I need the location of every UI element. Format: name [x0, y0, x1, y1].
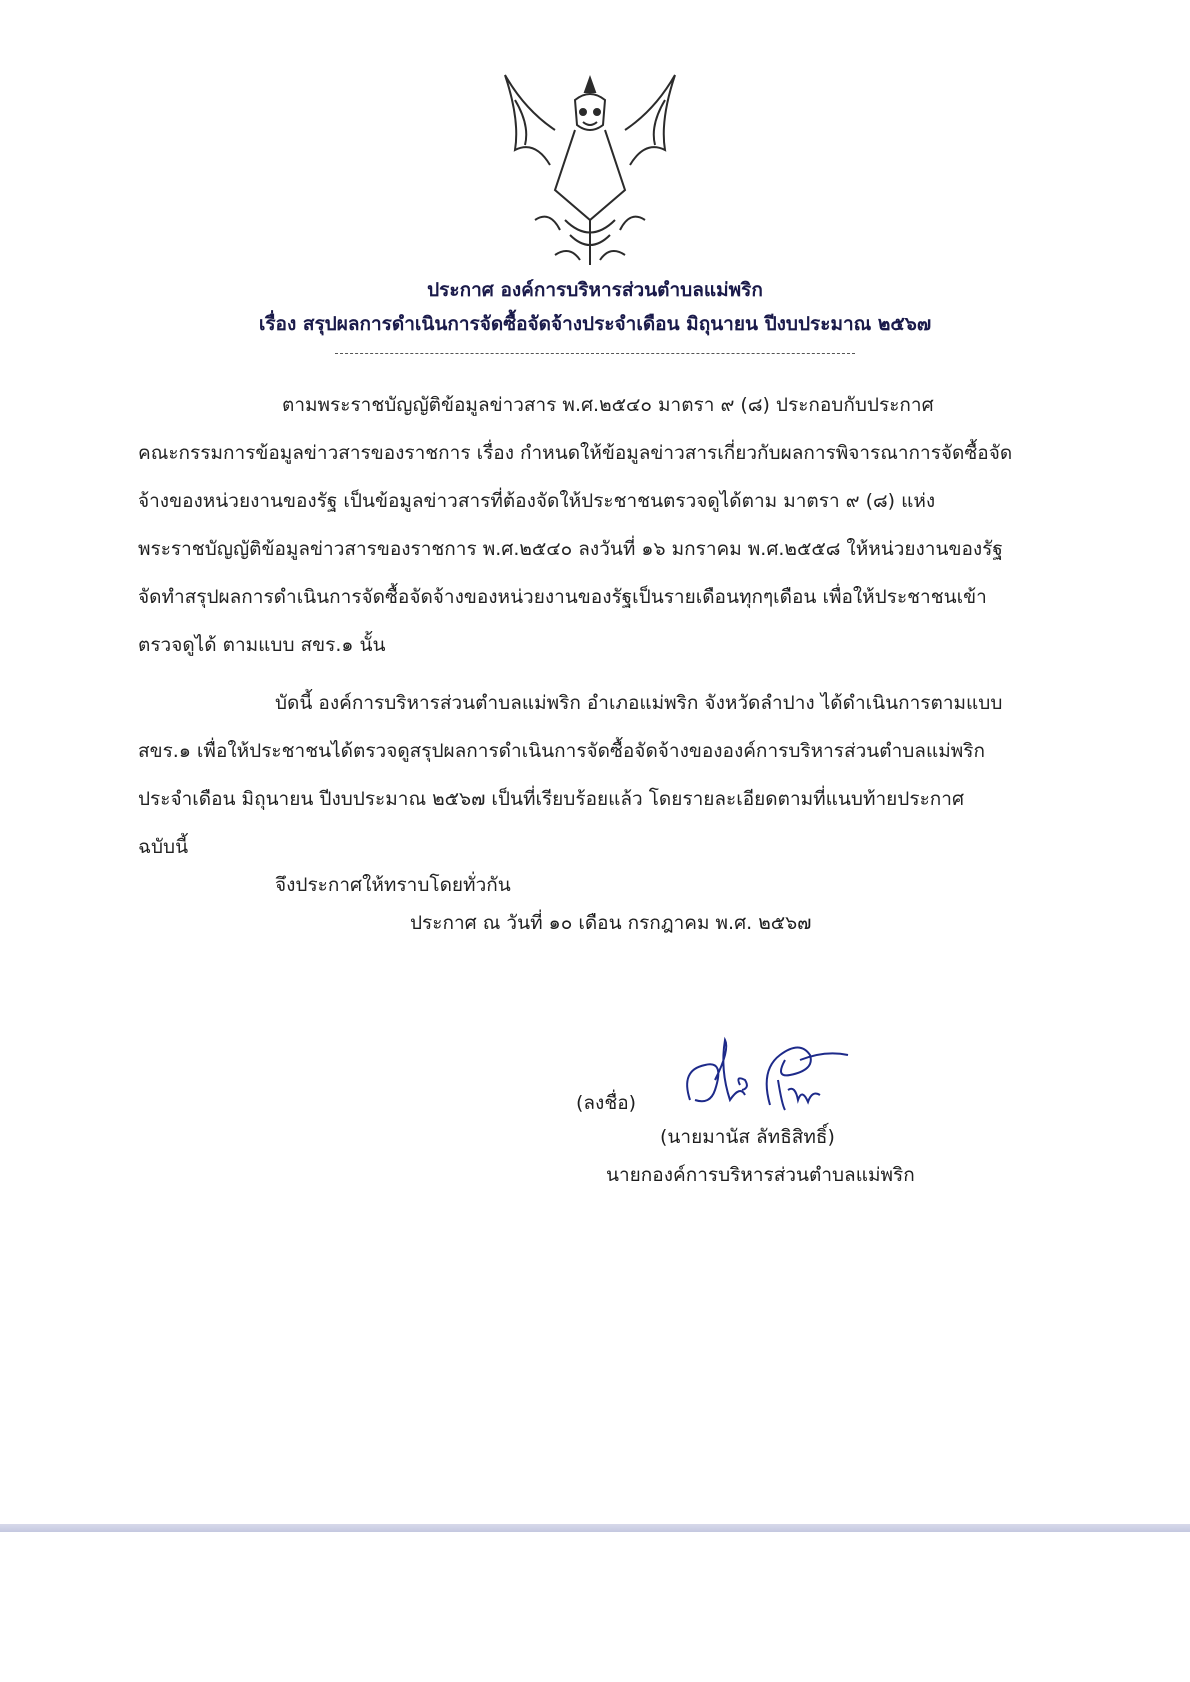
- signer-title: นายกองค์การบริหารส่วนตำบลแม่พริก: [606, 1164, 915, 1186]
- page-footer-band: [0, 1524, 1190, 1532]
- garuda-emblem-icon: [495, 70, 685, 270]
- paragraph1-line: จัดทำสรุปผลการดำเนินการจัดซื้อจัดจ้างของหน่วยงานของรัฐเป็นรายเดือนทุกๆเดือน เพื่อให้ประชาชนเข้า: [138, 586, 987, 608]
- announcement-title: ประกาศ องค์การบริหารส่วนตำบลแม่พริก: [427, 279, 763, 301]
- paragraph2-line: สขร.๑ เพื่อให้ประชาชนได้ตรวจดูสรุปผลการดำเนินการจัดซื้อจัดจ้างขององค์การบริหารส่วนตำบลแม่พริก: [138, 740, 985, 762]
- paragraph1-line: ตามพระราชบัญญัติข้อมูลข่าวสาร พ.ศ.๒๕๔๐ มาตรา ๙ (๘) ประกอบกับประกาศ: [282, 394, 934, 416]
- paragraph1-line: จ้างของหน่วยงานของรัฐ เป็นข้อมูลข่าวสารที่ต้องจัดให้ประชาชนตรวจดูได้ตาม มาตรา ๙ (๘) แห่ง: [138, 490, 936, 512]
- announcement-date: ประกาศ ณ วันที่ ๑๐ เดือน กรกฎาคม พ.ศ. ๒๕๖๗: [410, 912, 812, 934]
- signature-label: (ลงชื่อ): [576, 1092, 637, 1114]
- paragraph2-line: บัดนี้ องค์การบริหารส่วนตำบลแม่พริก อำเภอแม่พริก จังหวัดลำปาง ได้ดำเนินการตามแบบ: [275, 692, 1003, 714]
- signer-name: (นายมานัส ลัทธิสิทธิ์): [660, 1126, 835, 1148]
- paragraph2-line: ฉบับนี้: [138, 836, 189, 858]
- paragraph2-line: ประจำเดือน มิถุนายน ปีงบประมาณ ๒๕๖๗ เป็นที่เรียบร้อยแล้ว โดยรายละเอียดตามที่แนบท้ายประกาศ: [138, 788, 965, 810]
- closing-statement: จึงประกาศให้ทราบโดยทั่วกัน: [275, 874, 511, 896]
- header-divider: [335, 353, 855, 354]
- paragraph1-line: คณะกรรมการข้อมูลข่าวสารของราชการ เรื่อง กำหนดให้ข้อมูลข่าวสารเกี่ยวกับผลการพิจารณาการจัดซื้อจัด: [138, 442, 1013, 464]
- handwritten-signature: [670, 1030, 850, 1120]
- paragraph1-line: ตรวจดูได้ ตามแบบ สขร.๑ นั้น: [138, 634, 386, 656]
- paragraph1-line: พระราชบัญญัติข้อมูลข่าวสารของราชการ พ.ศ.๒๕๔๐ ลงวันที่ ๑๖ มกราคม พ.ศ.๒๕๕๘ ให้หน่วยงานของรัฐ: [138, 538, 1003, 560]
- announcement-subject: เรื่อง สรุปผลการดำเนินการจัดซื้อจัดจ้างประจำเดือน มิถุนายน ปีงบประมาณ ๒๕๖๗: [258, 313, 932, 335]
